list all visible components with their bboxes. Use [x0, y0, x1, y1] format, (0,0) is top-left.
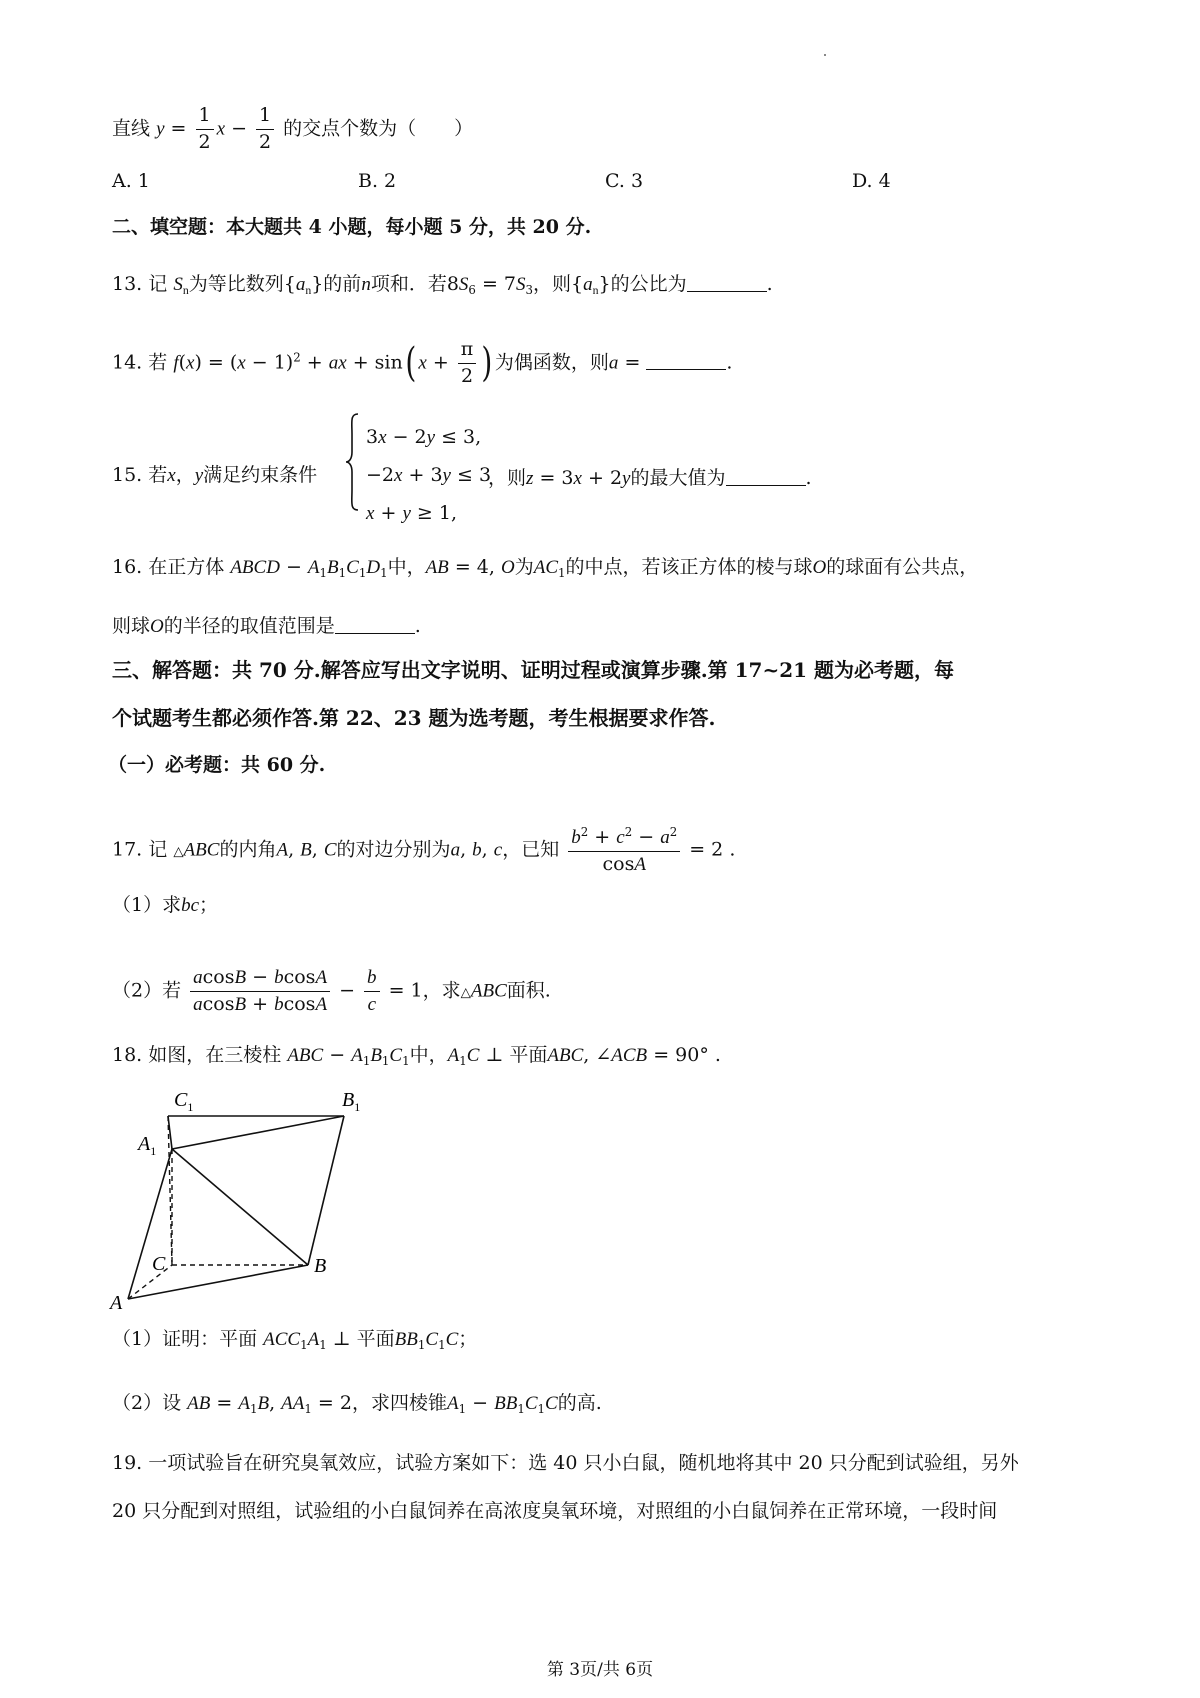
q12-choice-a: A. 1 — [112, 170, 150, 192]
edge-a1b1 — [172, 1116, 344, 1149]
q13: 13. 记 $S_n$为等比数列$\{a_n\}$的前n项和．若$8S_6 = 7S_3$，则$\{a_n\}$的公比为 . — [112, 273, 773, 298]
label-a: A — [110, 1292, 123, 1310]
q14: 14. 若 $f(x) = (x - 1)^2$ + ax + sin( x + $\frac{\pi}{2}$ ) 为偶函数，则a = . — [112, 338, 733, 387]
q16-line1: 16. 在正方体 ABCD − $A_1B_1C_1D_1$中，AB = 4, O为$AC_1$的中点，若该正方体的棱与球O的球面有公共点， — [112, 556, 979, 581]
q17-part2: （2）若 $\frac{acosB - bcosA}{acosB + bcosA}$ − $\frac{b}{c}$ = 1，求△ABC面积. — [112, 966, 551, 1015]
q15-tail: ，则z = 3x + 2y的最大值为 . — [488, 467, 812, 490]
q12-choice-b: B. 2 — [358, 170, 397, 192]
q12-stem: 直线 y = $\frac{1}{2}$ x − $\frac{1}{2}$ 的交点个数为（ ） — [112, 104, 474, 153]
brace-icon — [344, 412, 362, 512]
label-b1: $B_1$ — [342, 1089, 361, 1114]
section3-heading-line1: 三、解答题：共 70 分.解答应写出文字说明、证明过程或演算步骤.第 17~21 题为必考题，每 — [112, 658, 955, 682]
q12-text-post: 的交点个数为（ ） — [283, 117, 474, 140]
section2-heading: 二、填空题：本大题共 4 小题，每小题 5 分，共 20 分. — [112, 216, 592, 238]
edge-b1b — [308, 1116, 344, 1265]
label-c: C — [152, 1253, 166, 1275]
edge-a1a — [128, 1149, 172, 1299]
q15: 15. 若x，y满足约束条件 — [112, 464, 318, 486]
section3-heading-line2: 个试题考生都必须作答.第 22、23 题为选考题，考生根据要求作答. — [112, 706, 716, 730]
q12-choice-c: C. 3 — [605, 170, 644, 192]
label-b: B — [314, 1255, 327, 1277]
prism-figure — [108, 1080, 378, 1310]
q17-stem: 17. 记 △ABC的内角A, B, C的对边分别为a, b, c，已知 $\frac{b^2 + c^2 - a^2}{\cos A}$ = 2 . — [112, 825, 736, 875]
edge-ac — [128, 1265, 172, 1299]
q18-part2: （2）设 AB = $A_1B$, $AA_1 = 2$，求四棱锥$A_1 - BB_1C_1C$的高. — [112, 1392, 602, 1417]
section3-subheading: （一）必考题：共 60 分. — [108, 754, 326, 776]
label-c1: $C_1$ — [174, 1089, 194, 1114]
page-footer: 第 3页/共 6页 — [546, 1660, 654, 1680]
scan-dot — [824, 54, 826, 56]
q19-line1: 19. 一项试验旨在研究臭氧效应，试验方案如下：选 40 只小白鼠，随机地将其中 20 只分配到试验组，另外 — [112, 1452, 1019, 1474]
q12-text-pre: 直线 — [112, 117, 151, 140]
q19-line2: 20 只分配到对照组，试验组的小白鼠饲养在高浓度臭氧环境，对照组的小白鼠饲养在正常环境，一段时间 — [112, 1500, 998, 1522]
q12-choice-d: D. 4 — [852, 170, 891, 192]
edge-a1b — [172, 1149, 308, 1265]
label-a1: $A_1$ — [138, 1133, 157, 1158]
q18-part1: （1）证明：平面 $ACC_1A_1$ ⊥ 平面$BB_1C_1C$； — [112, 1328, 478, 1353]
q17-part1: （1）求bc； — [112, 894, 219, 916]
q16-line2: 则球O的半径的取值范围是 . — [112, 615, 421, 638]
exam-page: 直线 y = $\frac{1}{2}$ x − $\frac{1}{2}$ 的交点个数为（ ） A. 1 B. 2 C. 3 D. 4 二、填空题：本大题共 4 小题，每小题 5 分，共 20 分. 13. 记 $S_n$为等比数列$\{a_n\}$的前n项和．若$8S_6 = 7S_3$，则$\{a_n\}$的公比为 . 14. 若 $f(x) = (x - 1)^2$ + ax + sin( x + $\frac{\pi}{2}$ ) 为偶函数，则a = . 15. 若x，y满足约束条件 3x − 2y ≤ 3, −2x + 3y ≤ 3 x + y ≥ 1, ，则z = 3x + 2y的最大值为 . 16. 在正方体 ABCD − $A_1B_1C_1D_1$中，AB = 4, O为$AC_1$的中点，若该正方体的棱与球O的球面有公共点， 则球O的半径的取值范围是 . 三、解答题：共 70 分.解答应写出文字说明、证明过程或演算步骤.第 17~21 题为必考题，每 个试题考生都必须作答.第 22、23 题为选考题，考生根据要求作答. （一）必考题：共 60 分. 17. 记 △ABC的内角A, B, C的对边分别为a, b, c，已知 $\frac{b^2 + c^2 - a^2}{\cos A}$ = 2 . （1）求bc； （2）若 $\frac{acosB - bcosA}{acosB + bcosA}$ − $\frac{b}{c}$ = 1，求△ABC面积. 18. 如图，在三棱柱 ABC − $A_1B_1C_1$中，$A_1C$ ⊥ 平面ABC, ∠ACB = 90° . $C_1$ $B_1$ $A_1$ C B A （1）证明：平面 $ACC_1A_1$ ⊥ 平面$BB_1C_1C$； （2）设 AB = $A_1B$, $AA_1 = 2$，求四棱锥$A_1 - BB_1C_1C$的高. 19. 一项试验旨在研究臭氧效应，试验方案如下：选 40 只小白鼠，随机地将其中 20 只分配到试验组，另外 20 只分配到对照组，试验组的小白鼠饲养在高浓度臭氧环境，对照组的小白鼠饲养在正常环境，一段时间 第 3页/共 6页 — [0, 0, 1200, 1698]
q18-stem: 18. 如图，在三棱柱 ABC − $A_1B_1C_1$中，$A_1C$ ⊥ 平面ABC, ∠ACB = 90° . — [112, 1044, 721, 1069]
